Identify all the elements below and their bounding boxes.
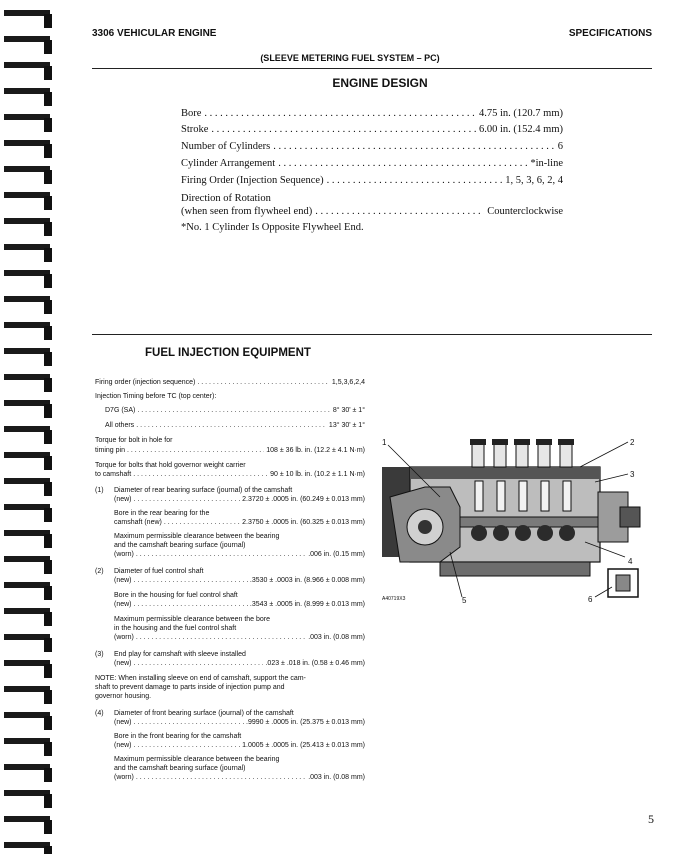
page-number: 5 xyxy=(648,812,654,826)
spec-text: Bore in the housing for fuel control shaft xyxy=(114,592,238,599)
top-rule xyxy=(92,68,652,69)
spec-row: Cylinder Arrangement . . . *in-line xyxy=(181,158,563,170)
note-text: governor housing. xyxy=(95,693,152,700)
binding-strip xyxy=(0,0,70,854)
figure-id: A40719X3 xyxy=(382,596,406,602)
spec-text: Maximum permissible clearance between the bore xyxy=(114,616,271,623)
callout-3: 3 xyxy=(630,470,635,479)
spec-text: Maximum permissible clearance between the bearing xyxy=(114,756,280,763)
engine-design-title: ENGINE DESIGN xyxy=(332,76,428,90)
note-text: shaft to prevent damage to parts inside of injection pump and xyxy=(95,684,285,691)
spec-text: and the camshaft bearing surface (journal) xyxy=(114,542,246,549)
fuel-injection-title: FUEL INJECTION EQUIPMENT xyxy=(145,347,311,359)
spec-row: (worn) . . . .003 in. (0.08 mm) xyxy=(114,633,365,642)
spec-row: Stroke . . . 6.00 in. (152.4 mm) xyxy=(181,124,563,136)
spec-text: End play for camshaft with sleeve installed xyxy=(114,651,246,658)
callout-5: 5 xyxy=(462,596,467,605)
mid-rule xyxy=(92,334,652,335)
cylinder-note: *No. 1 Cylinder Is Opposite Flywheel End. xyxy=(181,222,364,233)
spec-text: Diameter of rear bearing surface (journal) of the camshaft xyxy=(114,487,293,494)
spec-row: (new) . . . .023 ± .018 in. (0.58 ± 0.46 mm) xyxy=(114,659,365,668)
spec-row: Number of Cylinders . . . 6 xyxy=(181,141,563,153)
timing-heading: Injection Timing before TC (top center): xyxy=(95,393,217,400)
spec-row: (worn) . . . .006 in. (0.15 mm) xyxy=(114,550,365,559)
callout-4: 4 xyxy=(628,557,633,566)
spec-row: timing pin . . . 108 ± 36 lb. in. (12.2 ± 4.1 N·m) xyxy=(95,446,365,455)
callout-2: 2 xyxy=(630,438,635,447)
spec-row: camshaft (new) . . . 2.3750 ± .0005 in. (60.325 ± 0.013 mm) xyxy=(114,518,365,527)
spec-text: Diameter of fuel control shaft xyxy=(114,568,204,575)
spec-text: and the camshaft bearing surface (journal) xyxy=(114,765,246,772)
spec-text: in the housing and the fuel control shaft xyxy=(114,625,237,632)
spec-row: (new) . . . 1.0005 ± .0005 in. (25.413 ± 0.013 mm) xyxy=(114,741,365,750)
item-number: (2) xyxy=(95,568,104,575)
spec-text: Torque for bolts that hold governor weight carrier xyxy=(95,462,246,469)
note-text: NOTE: When installing sleeve on end of camshaft, support the cam- xyxy=(95,675,306,682)
spec-text: Diameter of front bearing surface (journal) of the camshaft xyxy=(114,710,294,717)
item-number: (1) xyxy=(95,487,104,494)
spec-text: Maximum permissible clearance between the bearing xyxy=(114,533,280,540)
spec-text: Torque for bolt in hole for xyxy=(95,437,173,444)
spec-row: (new) . . . .9990 ± .0005 in. (25.375 ± 0.013 mm) xyxy=(114,718,365,727)
spec-row: (when seen from flywheel end) . . . Counterclockwise xyxy=(181,206,563,218)
item-number: (4) xyxy=(95,710,104,717)
callout-1: 1 xyxy=(382,438,387,447)
spec-row: Firing order (injection sequence) . . . 1,5,3,6,2,4 xyxy=(95,378,365,387)
callout-6: 6 xyxy=(588,595,593,604)
spec-row: D7G (SA) . . . 8° 30' ± 1° xyxy=(105,406,365,415)
spec-row: (worn) . . . .003 in. (0.08 mm) xyxy=(114,773,365,782)
spec-row: Firing Order (Injection Sequence) . . . 1, 5, 3, 6, 2, 4 xyxy=(181,175,563,187)
spec-text: Bore in the front bearing for the camshaft xyxy=(114,733,242,740)
spec-row: (new) . . . 2.3720 ± .0005 in. (60.249 ± 0.013 mm) xyxy=(114,495,365,504)
spec-row: All others . . . 13° 30' ± 1° xyxy=(105,421,365,430)
spec-text: Bore in the rear bearing for the xyxy=(114,510,210,517)
spec-row: (new) . . . .3543 ± .0005 in. (8.999 ± 0.013 mm) xyxy=(114,600,365,609)
header-section-title: SPECIFICATIONS xyxy=(568,28,652,39)
direction-label: Direction of Rotation xyxy=(181,193,271,204)
spec-row: (new) . . . .3530 ± .0003 in. (8.966 ± 0.008 mm) xyxy=(114,576,365,585)
injection-pump-illustration xyxy=(380,437,650,607)
header-manual-title: 3306 VEHICULAR ENGINE xyxy=(92,28,217,39)
spec-row: Bore . . . 4.75 in. (120.7 mm) xyxy=(181,108,563,120)
header-subtitle: (SLEEVE METERING FUEL SYSTEM – PC) xyxy=(260,53,440,63)
item-number: (3) xyxy=(95,651,104,658)
spec-row: to camshaft . . . 90 ± 10 lb. in. (10.2 ± 1.1 N·m) xyxy=(95,470,365,479)
